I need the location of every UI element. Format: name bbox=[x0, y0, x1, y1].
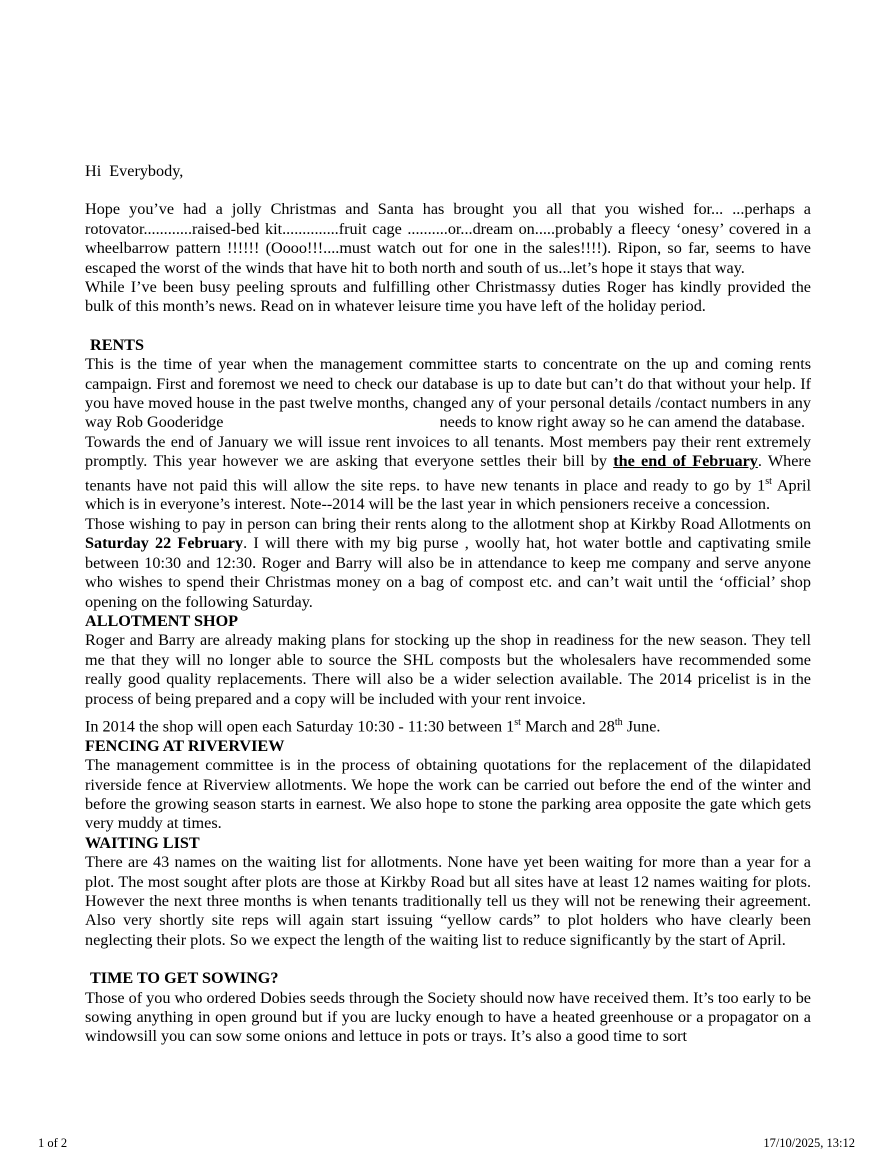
rents-p3-text-a: Those wishing to pay in person can bring their rents along to the allotment shop at Kirkby Road Allotments on bbox=[85, 514, 811, 533]
section-heading-rents: RENTS bbox=[90, 335, 144, 354]
shop-p2-text-b: March and 28 bbox=[520, 717, 615, 736]
rents-paragraph-3 bbox=[85, 515, 811, 612]
rents-paragraph-1 bbox=[85, 355, 811, 433]
intro-paragraph-2: While I’ve been busy peeling sprouts and fulfilling other Christmassy duties Roger has kindly provided the bulk of this month’s news. Read on in whatever leisure time you have left of the holiday period. bbox=[85, 278, 811, 316]
print-footer bbox=[38, 1136, 855, 1151]
sowing-paragraph-1: Those of you who ordered Dobies seeds through the Society should now have received them. It’s too early to be sowing anything in open ground but if you are lucky enough to have a heated greenhouse or a propagator on a windowsill you can sow some onions and lettuce in pots or trays. It’s also a good time to sort bbox=[85, 988, 811, 1046]
section-heading-sowing: TIME TO GET SOWING? bbox=[90, 969, 279, 988]
timestamp: 17/10/2025, 13:12 bbox=[763, 1136, 855, 1150]
rents-p2-text-c: April which is in everyone’s interest. Note--2014 will be the last year in which pensioners receive a concession. bbox=[85, 476, 811, 514]
section-heading-fencing: FENCING AT RIVERVIEW bbox=[85, 736, 285, 755]
shop-paragraph-1: Roger and Barry are already making plans for stocking up the shop in readiness for the new season. They tell me that they will no longer able to source the SHL composts but the wholesalers have recommended some really good quality replacements. There will also be a wider selection available. The 2014 pricelist is in the process of being prepared and a copy will be included with your rent invoice. bbox=[85, 631, 811, 708]
rents-p1-text-b: needs to know right away so he can amend the database. bbox=[439, 413, 806, 432]
ordinal-suffix: st bbox=[765, 475, 772, 487]
shop-paragraph-2 bbox=[85, 713, 811, 737]
waiting-paragraph-1: There are 43 names on the waiting list for allotments. None have yet been waiting for more than a year for a plot. The most sought after plots are those at Kirkby Road but all sites have at least 12 names waiting for plots. However the next three months is when tenants traditionally tell us they will not be renewing their agreement. Also very shortly site reps will again start issuing “yellow cards” to plot holders who have clearly been neglecting their plots. So we expect the length of the waiting list to reduce significantly by the start of April. bbox=[85, 853, 811, 949]
section-heading-waiting-list: WAITING LIST bbox=[85, 833, 200, 852]
intro-paragraph-1: Hope you’ve had a jolly Christmas and Santa has brought you all that you wished for... ...perhaps a rotovator............raised-bed kit..............fruit cage ..........or...dream on.....probably a fleecy ‘onesy’ covered in a wheelbarrow pattern !!!!!! (Oooo!!!....must watch out for one in the sales!!!!). Ripon, so far, seems to have escaped the worst of the winds that have hit to both north and south of us...let’s hope it stays that way. bbox=[85, 200, 811, 277]
rents-date-bold: Saturday 22 February bbox=[85, 534, 244, 553]
greeting: Hi Everybody, bbox=[85, 162, 184, 180]
newsletter-body bbox=[85, 162, 811, 1047]
rents-deadline-emphasis: the end of February bbox=[613, 452, 758, 471]
ordinal-suffix: th bbox=[614, 716, 623, 728]
rents-paragraph-2 bbox=[85, 433, 811, 515]
shop-p2-text-a: In 2014 the shop will open each Saturday 10:30 - 11:30 between 1 bbox=[85, 717, 515, 736]
ordinal-suffix: st bbox=[514, 716, 521, 728]
rents-p2-text-a: Towards the end of January we will issue rent invoices to all tenants. Most members pay their rent extremely promptly. This year however we are asking that everyone settles their bill by bbox=[85, 432, 811, 471]
rents-p3-text-b: . I will there with my big purse , woolly hat, hot water bottle and captivating smile between 10:30 and 12:30. Roger and Barry will also be in attendance to keep me company and serve anyone who wishes to spend their Christmas money on a bag of compost etc. and can’t wait until the ‘official’ shop opening on the following Saturday. bbox=[85, 534, 811, 611]
fencing-paragraph-1: The management committee is in the process of obtaining quotations for the replacement of the dilapidated riverside fence at Riverview allotments. We hope the work can be carried out before the end of the winter and before the growing season starts in earnest. We also hope to stone the parking area opposite the gate which gets very muddy at times. bbox=[85, 756, 811, 833]
shop-p2-text-c: June. bbox=[622, 717, 661, 736]
rents-p1-text-a: This is the time of year when the management committee starts to concentrate on the up and coming rents campaign. First and foremost we need to check our database is up to date but can’t do that without your help. If you have moved house in the past twelve months, changed any of your personal details /contact numbers in any way Rob Gooderidge bbox=[85, 355, 811, 432]
redacted-contact-gap bbox=[228, 426, 436, 427]
page-counter: 1 of 2 bbox=[38, 1136, 68, 1150]
rents-p2-text-b: . Where tenants have not paid this will allow the site reps. to have new tenants in place and ready to go by 1 bbox=[85, 452, 812, 495]
section-heading-allotment-shop: ALLOTMENT SHOP bbox=[85, 611, 239, 630]
